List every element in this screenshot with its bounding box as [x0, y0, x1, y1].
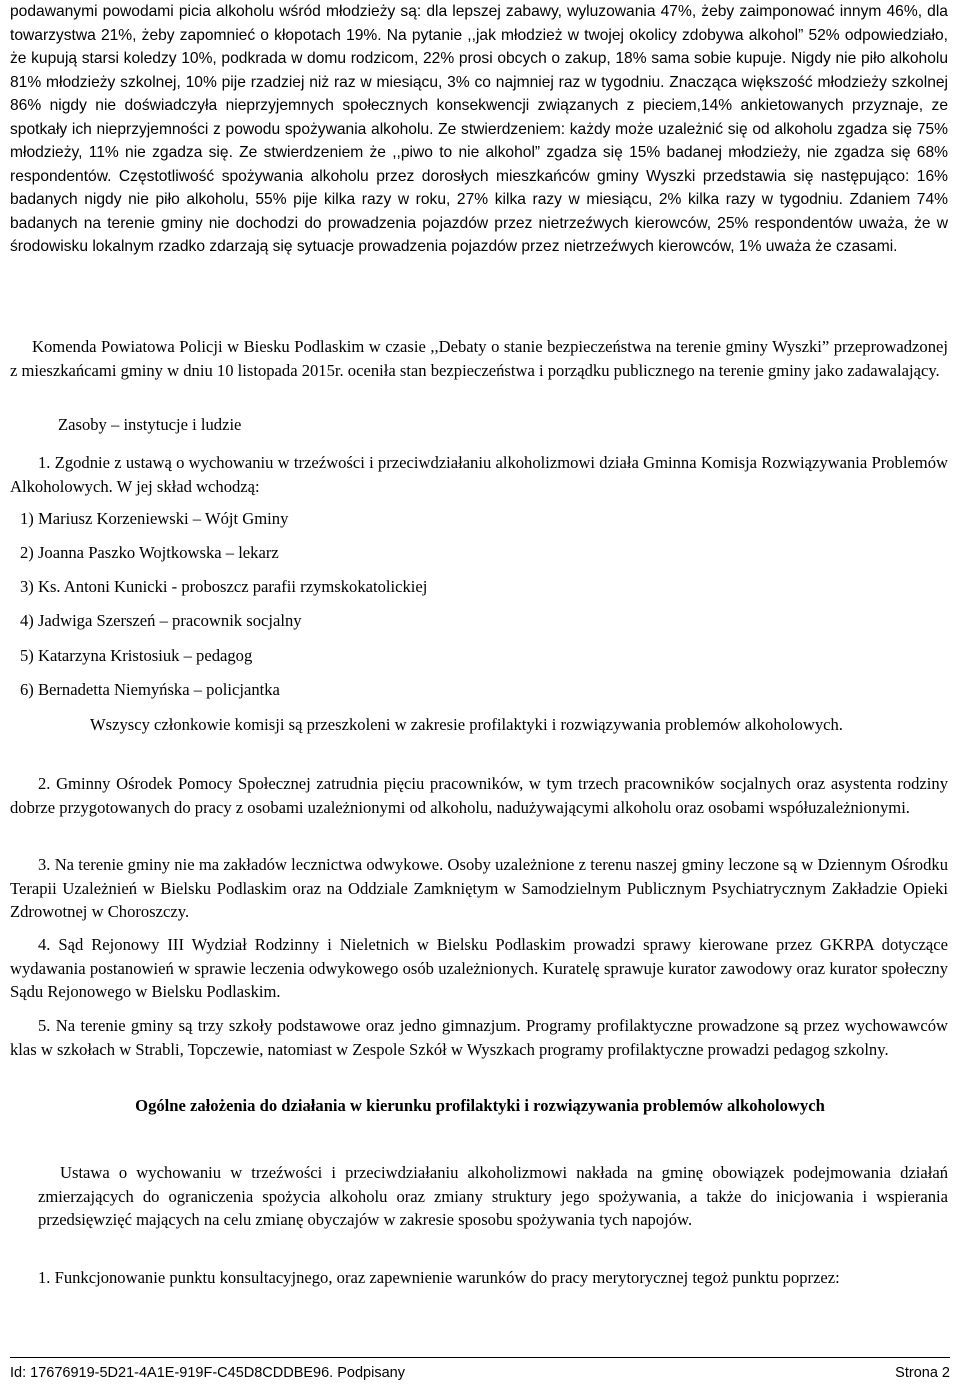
page-footer	[10, 1364, 950, 1382]
member-2: 2) Joanna Paszko Wojtkowska – lekarz	[20, 543, 279, 562]
survey-text: podawanymi powodami picia alkoholu wśród młodzieży są: dla lepszej zabawy, wyluzowania 47%, żeby zaimponować innym 46%, dla towarzystwa 21%, żeby zapomnieć o kłopotach 19%. Na pytanie ,,jak młodzież w twojej okolicy zdobywa alkohol” 52% odpowiedziało, że kupują starsi koledzy 10%, podkrada w domu rodzicom, 22% prosi obcych o zakup, 18% sama sobie kupuje. Nigdy nie piło alkoholu 81% młodzieży szkolnej, 10% pije rzadziej niż raz w miesiącu, 3% co najmniej raz w tygodniu. Znacząca większość młodzieży szkolnej 86% nigdy nie doświadczyła nieprzyjemnych społecznych konsekwencji związanych z pieciem,14% ankietowanych przyznaje, ze spotkały ich nieprzyjemności z powodu spożywania alkoholu. Ze stwierdzeniem: każdy może uzależnić się od alkoholu zgadza się 75% młodzieży, 11% nie zgadza się. Ze stwierdzeniem że ,,piwo to nie alkohol” zgadza się 15% badanej młodzieży, nie zgadza się 68% respondentów. Częstotliwość spożywania alkoholu przez dorosłych mieszkańców gminy Wyszki przedstawia się następująco: 16% badanych nigdy nie piło alkoholu, 55% pije kilka razy w roku, 27% kilka razy w miesiącu, 2% kilka razy w tygodniu. Zdaniem 74% badanych na terenie gminy nie dochodzi do prowadzenia pojazdów przez nietrzeźwych kierowców, 25% respondentów uważa, że w środowisku lokalnym rzadko zdarzają się sytuacje prowadzenia pojazdów przez nietrzeźwych kierowców, 1% uważa że czasami.	[10, 3, 948, 255]
footer-divider	[10, 1357, 950, 1358]
survey-paragraph	[10, 0, 948, 259]
item-1-commission: 1. Zgodnie z ustawą o wychowaniu w trzeźwości i przeciwdziałaniu alkoholizmowi działa Gminna Komisja Rozwiązywania Problemów Alkoholowych. W jej skład wchodzą:	[10, 453, 948, 496]
page-number: Strona 2	[895, 1365, 950, 1381]
item-2-gops: 2. Gminny Ośrodek Pomocy Społecznej zatrudnia pięciu pracowników, w tym trzech pracowników socjalnych oraz asystenta rodziny dobrze przygotowanych do pracy z osobami uzależnionymi od alkoholu, nadużywającymi alkoholu oraz osobami współuzależnionymi.	[10, 774, 948, 817]
police-paragraph: Komenda Powiatowa Policji w Biesku Podlaskim w czasie ,,Debaty o stanie bezpieczeństwa na terenie gminy Wyszki” przeprowadzonej z mieszkańcami gminy w dniu 10 listopada 2015r. oceniła stan bezpieczeństwa i porządku publicznego na terenie gminy jako zadawalający.	[10, 337, 948, 380]
law-paragraph: Ustawa o wychowaniu w trzeźwości i przeciwdziałaniu alkoholizmowi nakłada na gminę obowiązek podejmowania działań zmierzających do ograniczenia spożycia alkoholu oraz zmiany struktury jego spożywania, a także do inicjowania i wspierania przedsięwzięć mających na celu zmianę obyczajów w zakresie sposobu spożywania tych napojów.	[38, 1163, 948, 1229]
resources-title: Zasoby – instytucje i ludzie	[58, 415, 242, 434]
item-5-schools: 5. Na terenie gminy są trzy szkoły podstawowe oraz jedno gimnazjum. Programy profilaktyczne prowadzone są przez wychowawców klas w szkołach w Strabli, Topczewie, natomiast w Zespole Szkół w Wyszkach programy profilaktyczne prowadzi pedagog szkolny.	[10, 1016, 948, 1059]
members-note: Wszyscy członkowie komisji są przeszkoleni w zakresie profilaktyki i rozwiązywania problemów alkoholowych.	[90, 715, 843, 734]
point-1: 1. Funkcjonowanie punktu konsultacyjnego, oraz zapewnienie warunków do pracy merytorycznej tegoż punktu poprzez:	[38, 1268, 840, 1287]
document-id: Id: 17676919-5D21-4A1E-919F-C45D8CDDBE96. Podpisany	[10, 1365, 405, 1381]
item-3-treatment: 3. Na terenie gminy nie ma zakładów lecznictwa odwykowe. Osoby uzależnione z terenu naszej gminy leczone są w Dziennym Ośrodku Terapii Uzależnień w Bielsku Podlaskim oraz na Oddziale Zamkniętym w Samodzielnym Publicznym Psychiatrycznym Zakładzie Opieki Zdrowotnej w Choroszczy.	[10, 855, 948, 921]
section-heading: Ogólne założenia do działania w kierunku profilaktyki i rozwiązywania problemów alkoholowych	[135, 1096, 825, 1115]
member-6: 6) Bernadetta Niemyńska – policjantka	[20, 680, 280, 699]
member-1: 1) Mariusz Korzeniewski – Wójt Gminy	[20, 509, 289, 528]
member-5: 5) Katarzyna Kristosiuk – pedagog	[20, 646, 253, 665]
member-4: 4) Jadwiga Szerszeń – pracownik socjalny	[20, 611, 302, 630]
member-3: 3) Ks. Antoni Kunicki - proboszcz parafii rzymskokatolickiej	[20, 577, 428, 596]
item-4-court: 4. Sąd Rejonowy III Wydział Rodzinny i Nieletnich w Bielsku Podlaskim prowadzi sprawy kierowane przez GKRPA dotyczące wydawania postanowień w sprawie leczenia odwykowego osób uzależnionych. Kuratelę sprawuje kurator zawodowy oraz kurator społeczny Sądu Rejonowego w Bielsku Podlaskim.	[10, 935, 948, 1001]
